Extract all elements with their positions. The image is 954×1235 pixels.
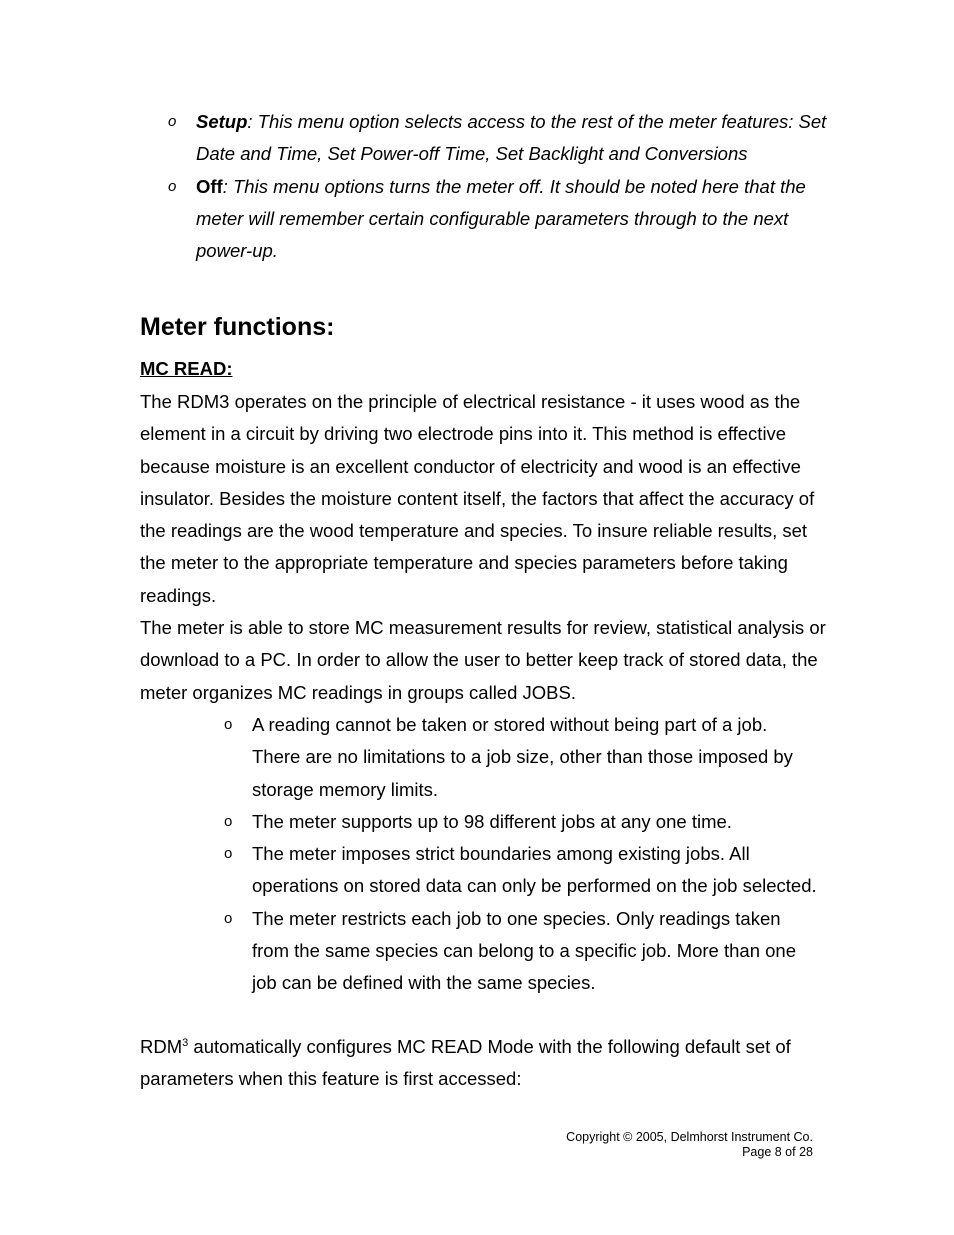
bullet-icon: o — [168, 177, 177, 195]
list-item-text: The meter restricts each job to one species. Only readings taken from the same species can belong to a specific job. More than one job can be defined with the same species. — [252, 907, 796, 994]
paragraph-principle: The RDM3 operates on the principle of electrical resistance - it uses wood as the element in a circuit by driving two electrode pins into it. This method is effective because moisture is an excellent conductor of electricity and wood is an effective insulator. Besides the moisture content itself, the factors that affect the accuracy of the readings are the wood temperature and species. To insure reliable results, set the meter to the appropriate temperature and species parameters before taking readings. — [140, 391, 815, 606]
option-term: Off — [196, 175, 223, 197]
list-item — [224, 709, 817, 806]
job-rules-list — [224, 709, 817, 1000]
subsection-title: MC READ: — [140, 358, 233, 379]
section-title: Meter functions: — [140, 313, 335, 341]
list-item — [224, 903, 817, 1000]
list-item — [224, 806, 817, 838]
copyright-notice: Copyright © 2005, Delmhorst Instrument Co. — [566, 1130, 813, 1144]
bullet-icon: o — [224, 909, 233, 927]
list-item-text: The meter supports up to 98 different jobs at any one time. — [252, 810, 732, 832]
list-item-text: The meter imposes strict boundaries among existing jobs. All operations on stored data can only be performed on the job selected. — [252, 843, 817, 897]
bullet-icon: o — [224, 845, 233, 863]
product-superscript: 3 — [182, 1036, 189, 1049]
paragraph-defaults — [140, 1031, 830, 1096]
paragraph-defaults-text: automatically configures MC READ Mode with the following default set of parameters when this feature is first accessed: — [140, 1036, 791, 1090]
bullet-icon: o — [224, 812, 233, 830]
list-item-text: A reading cannot be taken or stored without being part of a job. There are no limitations to a job size, other than those imposed by storage memory limits. — [252, 714, 793, 800]
option-term: Setup — [196, 111, 248, 132]
list-item — [168, 106, 836, 171]
menu-options-list — [168, 106, 836, 267]
option-description: : This menu options turns the meter off. It should be noted here that the meter will remember certain configurable parameters through to the next power-up. — [196, 175, 806, 262]
bullet-icon: o — [224, 716, 233, 733]
option-description: : This menu option selects access to the rest of the meter features: Set Date and Time, Set Power-off Time, Set Backlight and Conversions — [196, 111, 827, 165]
bullet-icon: o — [168, 113, 177, 130]
paragraph-storage: The meter is able to store MC measurement results for review, statistical analysis or download to a PC. In order to allow the user to better keep track of stored data, the meter organizes MC readings in groups called JOBS. — [140, 617, 826, 703]
page-footer — [566, 1130, 813, 1160]
list-item — [224, 838, 817, 903]
page-number: Page 8 of 28 — [742, 1145, 813, 1159]
product-name: RDM — [140, 1036, 183, 1057]
list-item — [168, 171, 836, 268]
